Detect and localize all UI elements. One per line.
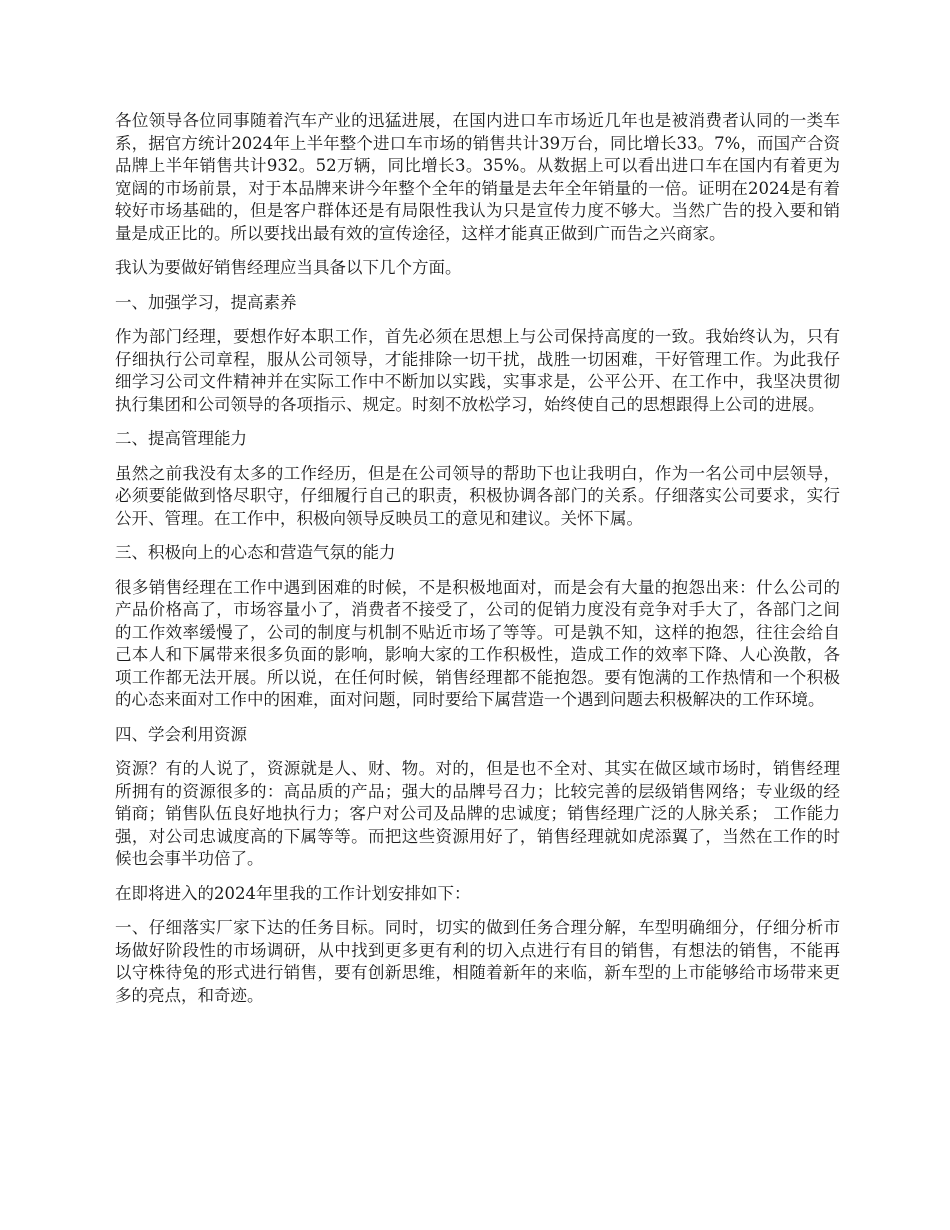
document-page bbox=[115, 110, 840, 1019]
section-heading-management: 二、提高管理能力 bbox=[115, 429, 247, 448]
aspects-intro-paragraph: 我认为要做好销售经理应当具备以下几个方面。 bbox=[115, 258, 462, 277]
attitude-paragraph: 很多销售经理在工作中遇到困难的时候，不是积极地面对，而是会有大量的抱怨出来：什么公司的产品价格高了，市场容量小了，消费者不接受了，公司的促销力度没有竞争对手大了，各部门之间的工作效率缓慢了，公司的制度与机制不贴近市场了等等。可是孰不知，这样的抱怨，往往会给自己本人和下属带来很多负面的影响，影响大家的工作积极性，造成工作的效率下降、人心涣散，各项工作都无法开展。所以说，在任何时候，销售经理都不能抱怨。要有饱满的工作热情和一个积极的心态来面对工作中的困难，面对问题，同时要给下属营造一个遇到问题去积极解决的工作环境。 bbox=[115, 577, 840, 709]
management-paragraph: 虽然之前我没有太多的工作经历，但是在公司领导的帮助下也让我明白，作为一名公司中层领导，必须要能做到恪尽职守，仔细履行自己的职责，积极协调各部门的关系。仔细落实公司要求，实行公开、管理。在工作中，积极向领导反映员工的意见和建议。关怀下属。 bbox=[115, 463, 840, 528]
plan-intro-paragraph: 在即将进入的2024年里我的工作计划安排如下： bbox=[115, 883, 471, 903]
intro-paragraph: 各位领导各位同事随着汽车产业的迅猛进展，在国内进口车市场近几年也是被消费者认同的一类车系，据官方统计2024年上半年整个进口车市场的销售共计39万台，同比增长33。7%，而国产合资品牌上半年销售共计932。52万辆，同比增长3。35%。从数据上可以看出进口车在国内有着更为宽阔的市场前景，对于本品牌来讲今年整个全年的销量是去年全年销量的一倍。证明在2024是有着较好市场基础的，但是客户群体还是有局限性我认为只是宣传力度不够大。当然广告的投入要和销量是成正比的。所以要找出最有效的宣传途径，这样才能真正做到广而告之兴商家。 bbox=[115, 111, 840, 243]
section-heading-learning: 一、加强学习，提高素养 bbox=[115, 292, 297, 312]
section-heading-resources: 四、学会利用资源 bbox=[115, 724, 247, 744]
plan-item-paragraph: 一、仔细落实厂家下达的任务目标。同时，切实的做到任务合理分解，车型明确细分，仔细分析市场做好阶段性的市场调研，从中找到更多更有利的切入点进行有目的销售，有想法的销售，不能再以守株待兔的形式进行销售，要有创新思维，相随着新年的来临，新车型的上市能够给市场带来更多的亮点，和奇迹。 bbox=[115, 918, 840, 1005]
resources-paragraph: 资源？有的人说了，资源就是人、财、物。对的，但是也不全对、其实在做区域市场时，销售经理所拥有的资源很多的：高品质的产品；强大的品牌号召力；比较完善的层级销售网络；专业级的经销商；销售队伍良好地执行力；客户对公司及品牌的忠诚度；销售经理广泛的人脉关系； 工作能力强，对公司忠诚度高的下属等等。而把这些资源用好了，销售经理就如虎添翼了，当然在工作的时候也会事半功倍了。 bbox=[115, 759, 840, 868]
section-heading-attitude: 三、积极向上的心态和营造气氛的能力 bbox=[115, 543, 396, 562]
learning-paragraph: 作为部门经理，要想作好本职工作，首先必须在思想上与公司保持高度的一致。我始终认为，只有仔细执行公司章程，服从公司领导，才能排除一切干扰，战胜一切困难，干好管理工作。为此我仔细学习公司文件精神并在实际工作中不断加以实践，实事求是，公平公开、在工作中，我坚决贯彻执行集团和公司领导的各项指示、规定。时刻不放松学习，始终使自己的思想跟得上公司的进展。 bbox=[115, 327, 840, 414]
